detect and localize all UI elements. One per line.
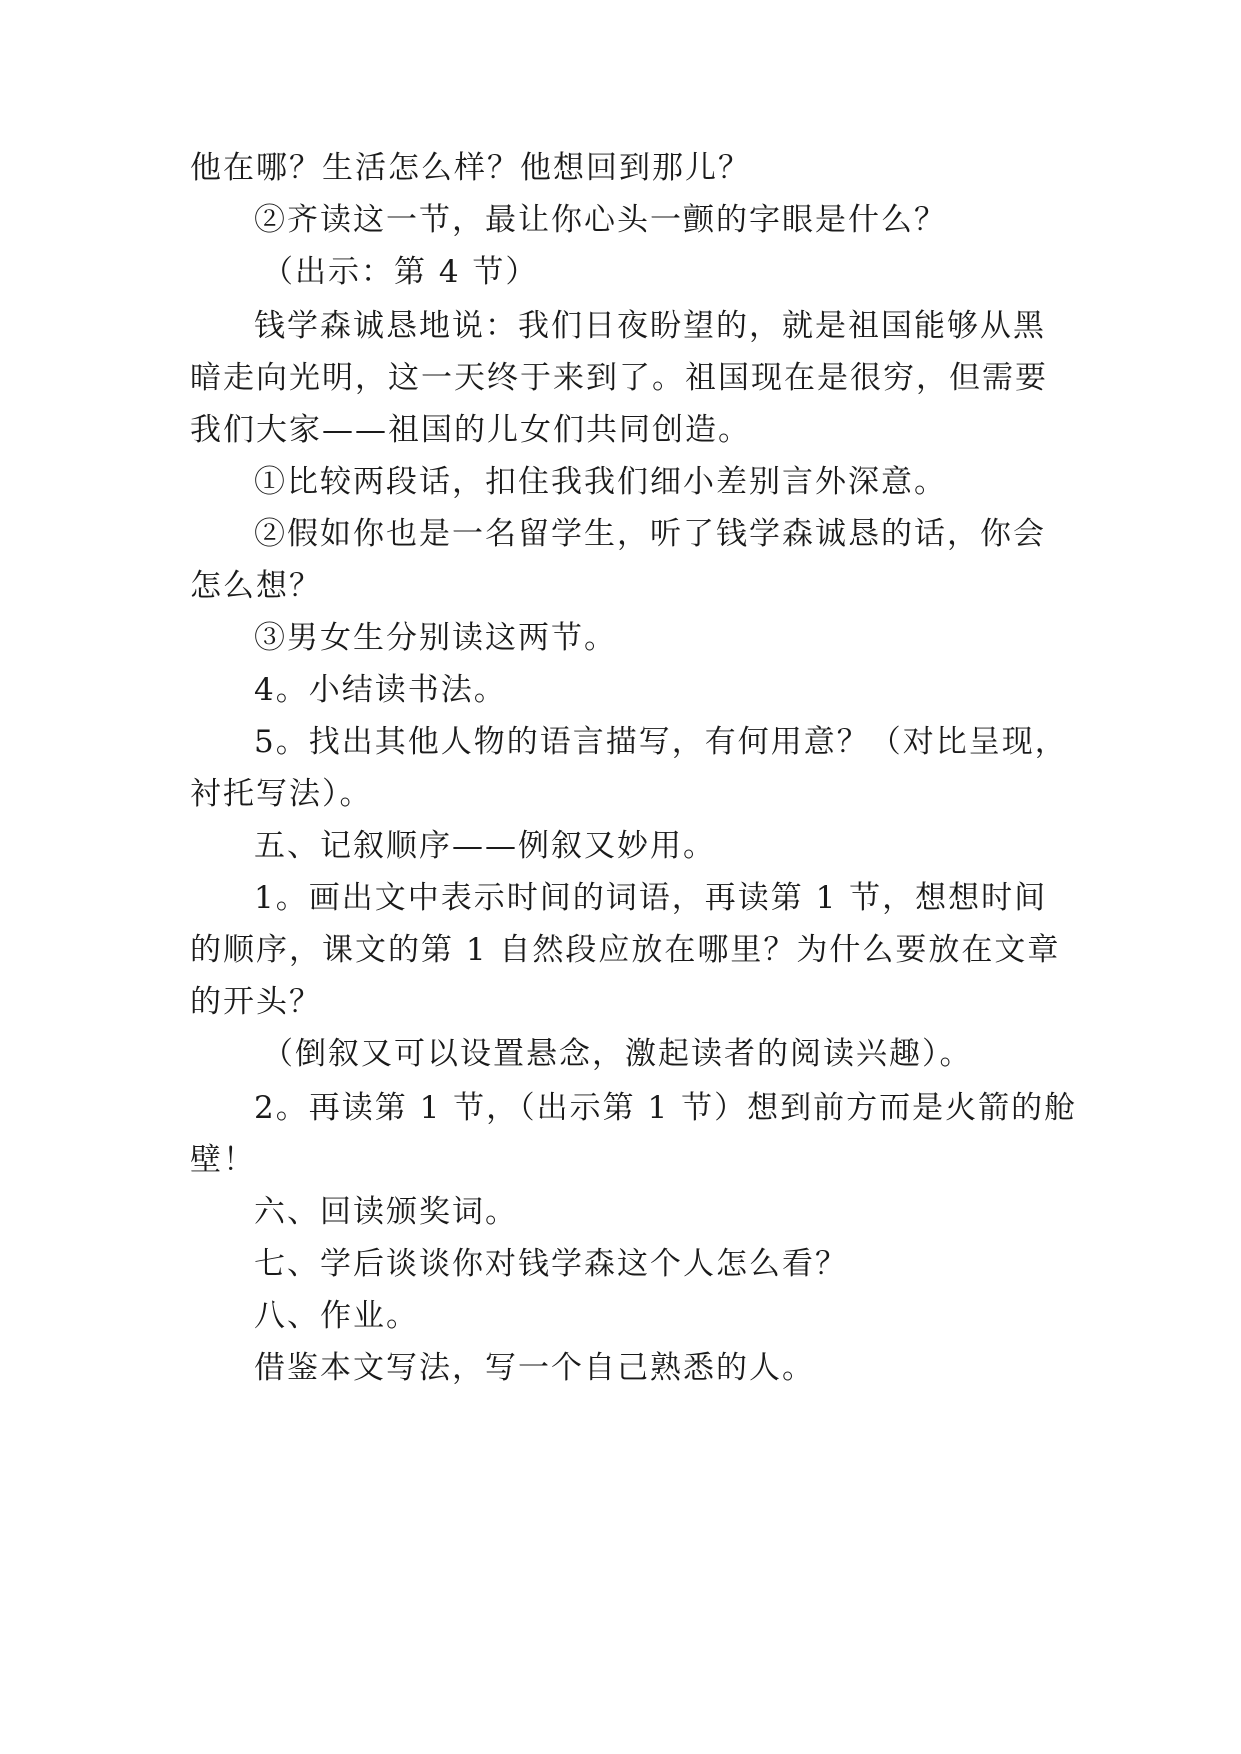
text-line: ②假如你也是一名留学生，听了钱学森诚恳的话，你会 [254,516,1046,552]
text-line: 怎么想？ [190,568,322,604]
text-line: 六、回读颁奖词。 [254,1194,518,1230]
text-line: 借鉴本文写法，写一个自己熟悉的人。 [254,1350,815,1386]
text-line: 的开头？ [190,984,322,1020]
text-line: 1。画出文中表示时间的词语，再读第 1 节，想想时间 [254,880,1048,916]
text-line: 暗走向光明，这一天终于来到了。祖国现在是很穷，但需要 [190,360,1048,396]
text-line: 五、记叙顺序——例叙又妙用。 [254,828,716,864]
text-line: 八、作业。 [254,1298,419,1334]
text-line: 我们大家——祖国的儿女们共同创造。 [190,412,751,448]
text-line: （倒叙又可以设置悬念，激起读者的阅读兴趣）。 [262,1036,973,1072]
text-line: 七、学后谈谈你对钱学森这个人怎么看？ [254,1246,848,1282]
text-line: （出示：第 4 节） [262,254,539,290]
text-line: 他在哪？生活怎么样？他想回到那儿？ [190,150,751,186]
text-line: 5。找出其他人物的语言描写，有何用意？（对比呈现， [254,724,1068,760]
text-line: 衬托写法）。 [190,776,373,812]
text-line: 壁！ [190,1142,256,1178]
text-line: ①比较两段话，扣住我我们细小差别言外深意。 [254,464,947,500]
text-line: 4。小结读书法。 [254,672,507,708]
text-line: ③男女生分别读这两节。 [254,620,617,656]
text-line: 的顺序，课文的第 1 自然段应放在哪里？为什么要放在文章 [190,932,1061,968]
text-line: 钱学森诚恳地说：我们日夜盼望的，就是祖国能够从黑 [254,308,1046,344]
text-line: 2。再读第 1 节，（出示第 1 节）想到前方而是火箭的舱 [254,1090,1078,1126]
text-line: ②齐读这一节，最让你心头一颤的字眼是什么？ [254,202,947,238]
